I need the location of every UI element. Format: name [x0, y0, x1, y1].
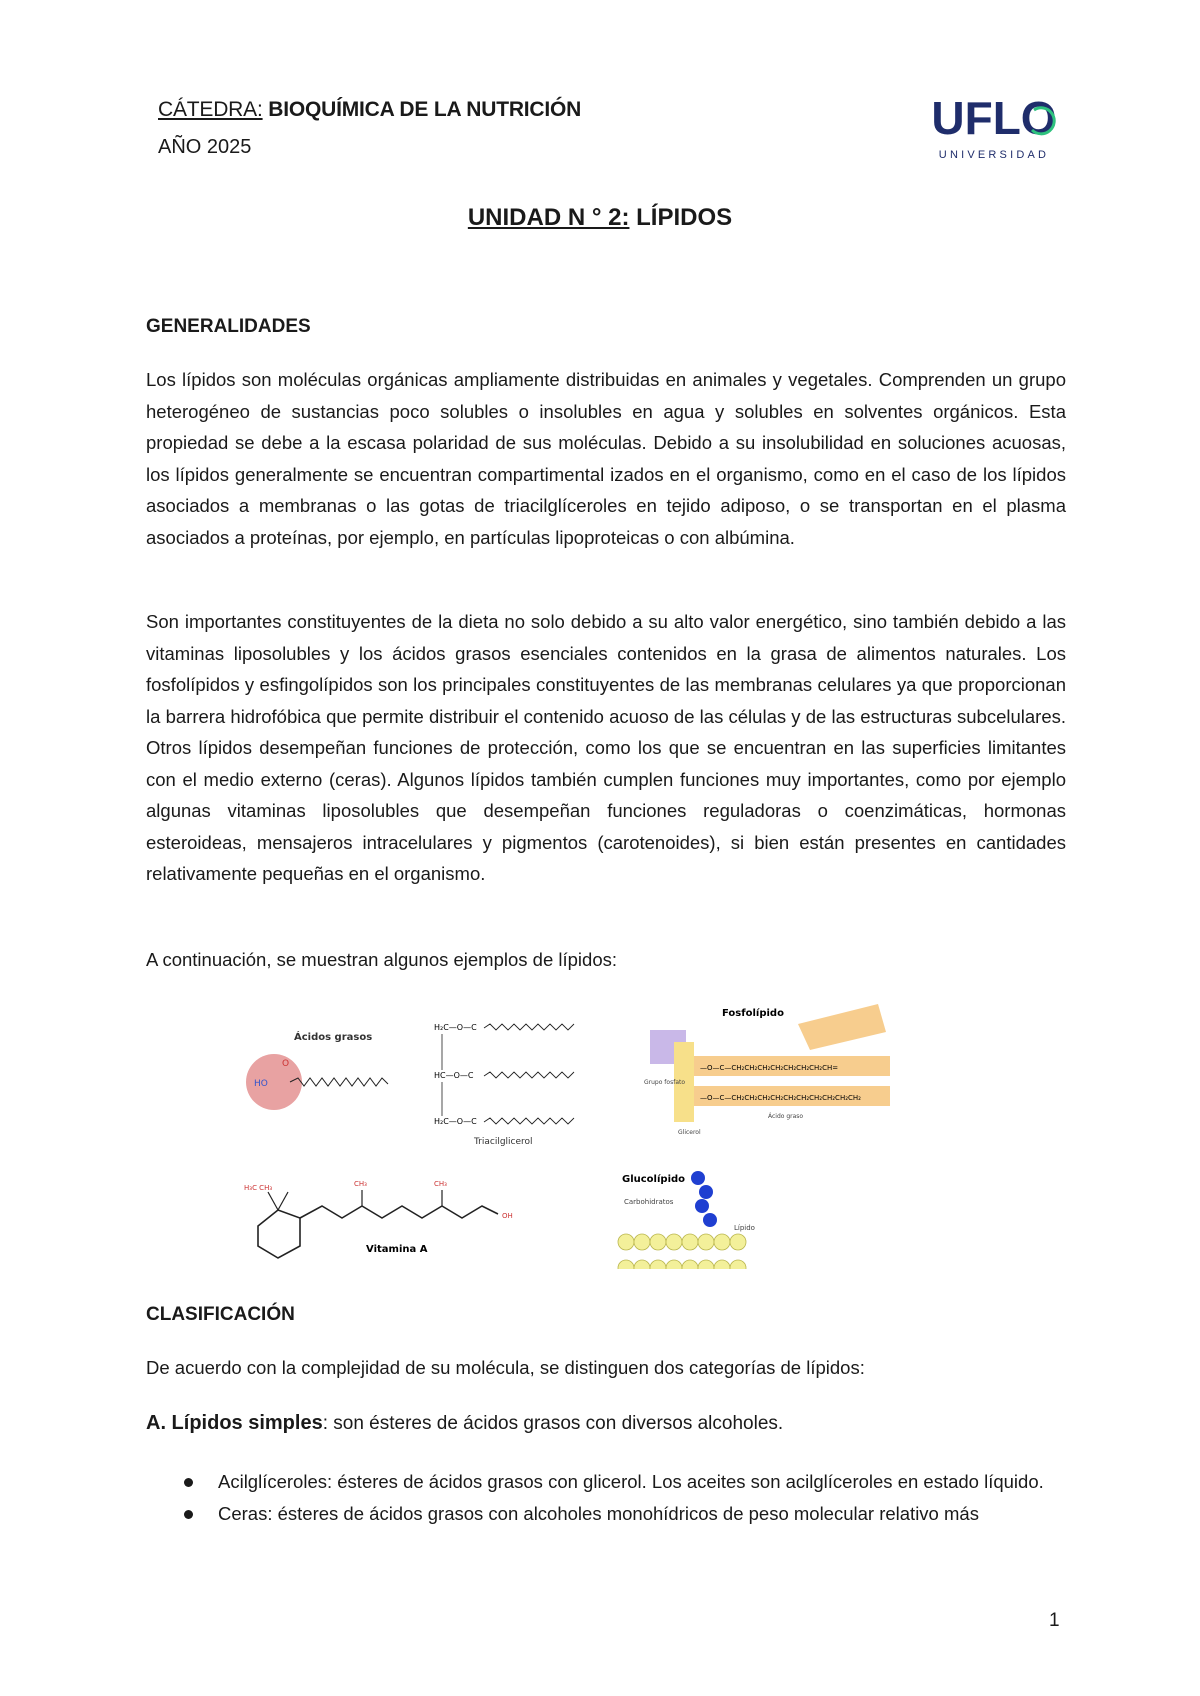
bullet-icon	[184, 1478, 193, 1487]
glycolipid-diagram	[618, 1171, 755, 1269]
svg-text:CH₃: CH₃	[354, 1180, 367, 1188]
list-item-text: Ceras: ésteres de ácidos grasos con alcoholes monohídricos de peso molecular relativo más	[218, 1502, 979, 1524]
simple-lipids-desc: : son ésteres de ácidos grasos con diversos alcoholes.	[322, 1413, 784, 1434]
simple-lipids-label: A. Lípidos simples	[146, 1412, 323, 1434]
svg-text:H₂C—O—C: H₂C—O—C	[434, 1117, 477, 1126]
list-item-text: Acilglíceroles: ésteres de ácidos grasos con glicerol. Los aceites son acilglíceroles en estado líquido.	[218, 1471, 1044, 1492]
svg-text:HC—O—C: HC—O—C	[434, 1071, 474, 1080]
uflo-logo	[928, 96, 1060, 166]
phospho-glycerol-label: Glicerol	[678, 1129, 701, 1136]
title-prefix: UNIDAD N ° 2:	[467, 204, 630, 231]
glyco-label: Glucolípido	[622, 1174, 686, 1185]
paragraph-2: Son importantes constituyentes de la dieta no solo debido a su alto valor energético, sino también debido a las vitaminas liposolubles y los ácidos grasos esenciales contenidos en la grasa de alimentos naturales. Los fosfolípidos y esfingolípidos son los principales constituyentes de las membranas celulares ya que proporcionan la barrera hidrofóbica que permite distribuir el contenido acuoso de las células y de las estructuras subcelulares. Otros lípidos desempeñan funciones de protección, como los que se encuentran en las superficies limitantes con el medio externo (ceras). Algunos lípidos también cumplen funciones muy importantes, como por ejemplo algunas vitaminas liposolubles que desempeñan funciones reguladoras o coenzimáticas, hormonas esteroideas, mensajeros intracelulares y pigmentos (carotenoides), si bien están presentes en cantidades relativamente pequeñas en el organismo.	[146, 611, 1066, 884]
catedra-value: BIOQUÍMICA DE LA NUTRICIÓN	[268, 98, 582, 121]
phospholipid-diagram	[644, 1004, 890, 1136]
logo-sub-text: UNIVERSIDAD	[938, 149, 1050, 161]
page-title	[0, 204, 1200, 232]
fatty-acid-diagram	[246, 1030, 388, 1110]
section-clasificacion: CLASIFICACIÓN	[146, 1304, 295, 1325]
list-item	[146, 1466, 1066, 1498]
logo-main-text: UFLO	[931, 96, 1057, 144]
lipid-examples-figure	[238, 994, 978, 1269]
svg-text:CH₃: CH₃	[434, 1180, 447, 1188]
svg-text:H₃C CH₃: H₃C CH₃	[244, 1184, 273, 1192]
fa-label: Ácidos grasos	[294, 1032, 373, 1043]
phospho-label: Fosfolípido	[722, 1008, 784, 1019]
paragraph-4: De acuerdo con la complejidad de su molécula, se distinguen dos categorías de lípidos:	[146, 1357, 865, 1378]
svg-text:H₂C—O—C: H₂C—O—C	[434, 1023, 477, 1032]
vitamin-a-diagram	[244, 1180, 513, 1258]
vitamin-label: Vitamina A	[366, 1244, 428, 1255]
title-suffix: LÍPIDOS	[636, 204, 733, 231]
svg-text:O: O	[282, 1059, 290, 1069]
glyco-carb-label: Carbohidratos	[624, 1198, 674, 1206]
simple-lipids-heading	[146, 1412, 783, 1435]
bullet-icon	[184, 1510, 193, 1519]
page-number: 1	[1049, 1610, 1060, 1631]
svg-text:—O—C—CH₂CH₂CH₂CH₂CH₂CH₂CH₂CH₂C: —O—C—CH₂CH₂CH₂CH₂CH₂CH₂CH₂CH₂CH₂CH₂	[700, 1094, 861, 1102]
section-generalidades: GENERALIDADES	[146, 316, 311, 337]
phospho-tail-label: Ácido graso	[768, 1113, 804, 1120]
fa-chain	[290, 1078, 388, 1086]
year: AÑO 2025	[158, 136, 252, 158]
paragraph-1: Los lípidos son moléculas orgánicas ampliamente distribuidas en animales y vegetales. Comprenden un grupo heterogéneo de sustancias poco solubles o insolubles en agua y solubles en solventes orgánicos. Esta propiedad se debe a la escasa polaridad de sus moléculas. Debido a su insolubilidad en soluciones acuosas, los lípidos generalmente se encuentran compartimental izados en el organismo, como en el caso de los lípidos asociados a membranas o las gotas de triacilglíceroles en tejido adiposo, o se transportan en el plasma asociados a proteínas, por ejemplo, en partículas lipoproteicas o con albúmina.	[146, 369, 1066, 548]
bullet-list	[146, 1466, 1066, 1529]
catedra-label: CÁTEDRA:	[158, 98, 263, 121]
catedra-line	[158, 98, 581, 122]
triacylglycerol-diagram	[434, 1023, 574, 1147]
paragraph-3: A continuación, se muestran algunos ejemplos de lípidos:	[146, 949, 618, 970]
list-item	[146, 1498, 1066, 1530]
svg-text:—O—C—CH₂CH₂CH₂CH₂CH₂CH₂CH₂CH=: —O—C—CH₂CH₂CH₂CH₂CH₂CH₂CH₂CH=	[700, 1064, 839, 1072]
fa-ho-text: HO	[254, 1079, 268, 1089]
vit-oh-text: OH	[502, 1212, 513, 1220]
phospho-head-label: Grupo fosfato	[644, 1079, 686, 1086]
triacyl-label: Triacilglicerol	[474, 1137, 533, 1147]
glyco-lipid-label: Lípido	[734, 1224, 755, 1232]
